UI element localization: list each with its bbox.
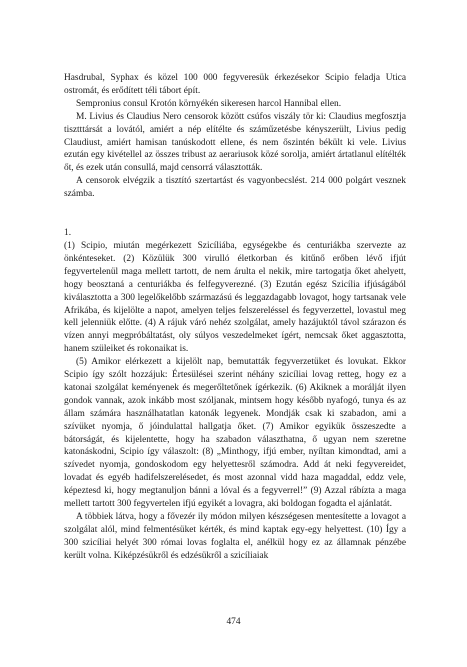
intro-paragraph-2: Sempronius consul Krotón környékén sikeresen harcol Hannibal ellen. [76, 98, 342, 109]
page-text [64, 72, 406, 563]
section-gap [64, 201, 406, 227]
body-paragraph-1: (1) Scipio, miután megérkezett Szicíliába, egységekbe és centuriákba szervezte az önkénteseket. (2) Közülük 300 virulló életkorban és kitűnő erőben lévő ifjút fegyvertelenül maga mellett tartott, de nem árulta el nekik, mire tartogatja őket ahelyett, hogy beosztaná a centuriákba és felfegyverezné. (3) Ezután egész Szicília ifjúságából kiválasztotta a 300 legelőkelőbb származású és leggazdagabb lovagot, hogy tartsanak vele Afrikába, és kijelölte a napot, amelyen teljes felszereléssel és fegyverzettel, lovastul meg kell jelenniük előtte. (4) A rájuk váró nehéz szolgálat, amely hazájuktól távol szárazon és vízen annyi megpróbáltatást, oly súlyos veszedelmeket ígért, nemcsak őket aggasztotta, hanem szüleiket és rokonaikat is. [64, 240, 406, 355]
intro-paragraph-3: M. Livius és Claudius Nero censorok között csúfos viszály tör ki: Claudius megfosztja tisztttársát a lovától, amiért a nép elítélte és száműzetésbe kényszerült, Livius pedig Claudiust, amiért hamisan tanúskodott ellene, és nem őszintén békült ki vele. Livius ezután egy kivétellel az összes tribust az aerariusok közé sorolja, amiért ártatlanul elítélték őt, és ezek után consullá, majd censorrá választották. [64, 111, 406, 174]
section-number: 1. [64, 228, 72, 239]
body-paragraph-3: A többiek látva, hogy a fővezér ily módon milyen készségesen mentesítette a lovagot a szolgálat alól, mind felmentésüket kérték, és mind kaptak egy-egy helyettest. (10) Így a 300 szicíliai helyét 300 római lovas foglalta el, anélkül hogy ez az államnak pénzébe került volna. Kiképzésükről és edzésükről a szicíliaiak [64, 512, 406, 561]
page-number: 474 [226, 617, 241, 627]
intro-paragraph-4: A censorok elvégzik a tisztító szertartást és vagyonbecslést. 214 000 polgárt vesznek számba. [64, 176, 406, 200]
intro-paragraph-1: Hasdrubal, Syphax és közel 100 000 fegyveresük érkezésekor Scipio feladja Utica ostromát, és erődített téli tábort épít. [64, 73, 406, 96]
body-paragraph-2: (5) Amikor elérkezett a kijelölt nap, bemutatták fegyverzetüket és lovukat. Ekkor Scipio így szólt hozzájuk: Értesülései szerint néhány szicíliai lovag retteg, hogy ez a katonai szolgálat keményenek és megerőltetőnek ígérkezik. (6) Akiknek a morálját ilyen gondok vannak, azok inkább most szóljanak, mintsem hogy később nyafogó, tunya és az állam számára használhatatlan katonák legyenek. Mondják csak ki szabadon, ami a szívüket nyomja, ő jóindulattal hallgatja őket. (7) Amikor egyikük összeszedte a bátorságát, és kijelentette, hogy ha szabadon választhatna, ő ugyan nem szeretne katonáskodni, Scipio így válaszolt: (8) „Minthogy, ifjú ember, nyíltan kimondtad, ami a szívedet nyomja, gondoskodom egy helyettesről számodra. Add át neki fegyvereidet, lovadat és egyéb hadifelszerelésedet, és most azonnal vidd haza magaddal, eddz vele, képeztesd ki, hogy megtanuljon bánni a lóval és a fegyverrel!” (9) Azzal rábízta a maga mellett tartott 300 fegyvertelen ifjú egyikét a lovagra, aki boldogan fogadta el ajánlatát. [64, 357, 406, 510]
